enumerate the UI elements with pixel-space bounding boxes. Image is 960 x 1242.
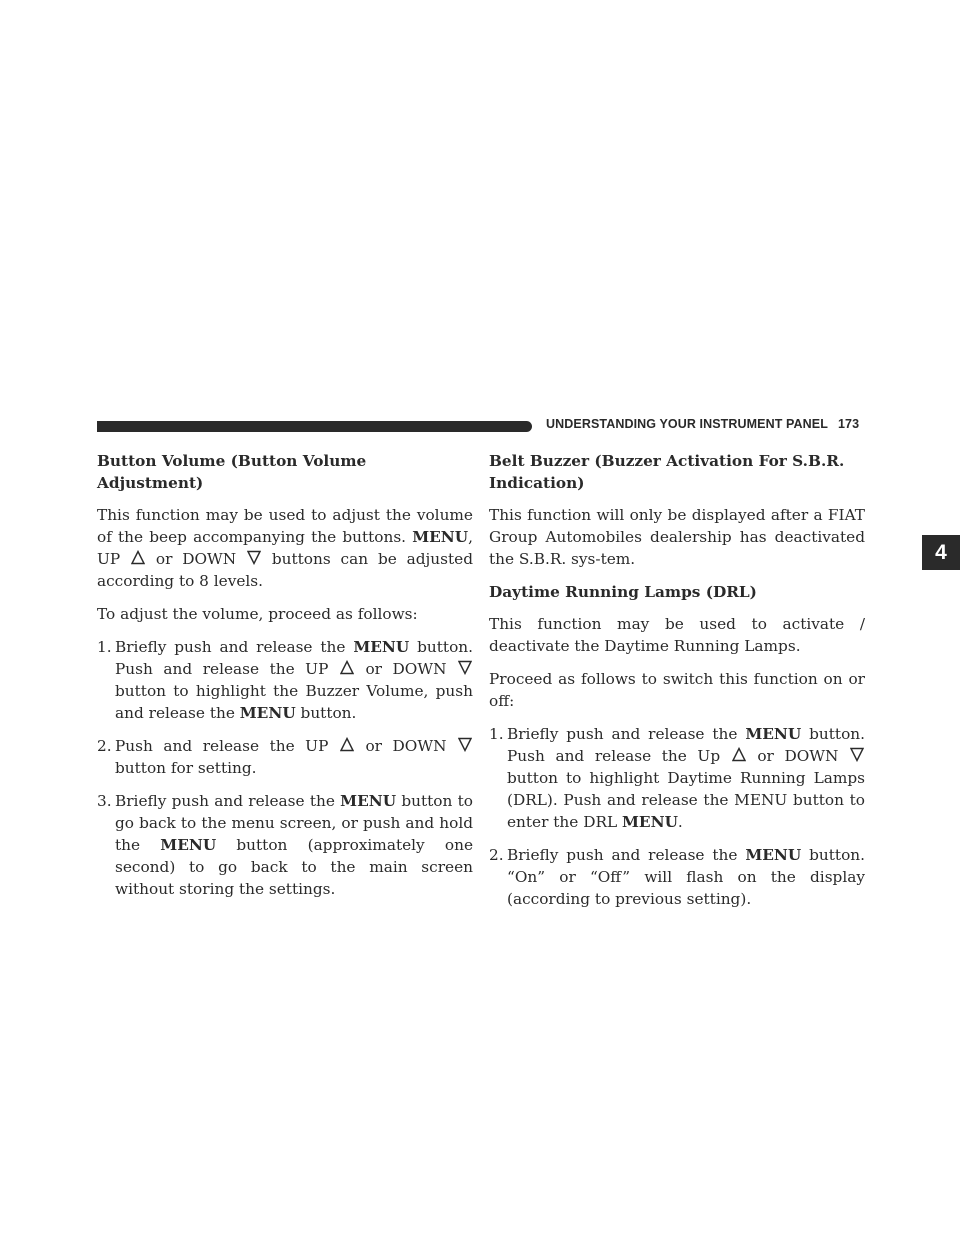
text-run: button. Push and release the Up [507,725,865,765]
menu-keyword: MENU [745,725,802,743]
text-run: or DOWN [354,660,457,678]
step-number: 2. [97,737,112,755]
menu-keyword: MENU [340,792,397,810]
up-triangle-icon [340,660,354,675]
text-run: button (approximately one second) to go back to the main screen without storing the settings. [115,836,473,898]
text-run: or DOWN [746,747,849,765]
text-run: Briefly push and release the [507,725,746,743]
header-rule [97,421,532,432]
menu-keyword: MENU [160,836,217,854]
up-triangle-icon [340,737,354,752]
drl-step-1 [489,723,865,833]
text-run: This function may be used to adjust the volume of the beep accompanying the buttons. [97,506,473,546]
drl-intro-paragraph: This function may be used to activate / deactivate the Daytime Running Lamps. [489,615,865,655]
menu-keyword: MENU [412,528,469,546]
text-run: button. [295,704,357,722]
menu-keyword: MENU [239,704,296,722]
section-title: UNDERSTANDING YOUR INSTRUMENT PANEL [546,417,828,431]
menu-keyword: MENU [622,813,678,831]
down-triangle-icon [850,747,864,762]
text-run: or DOWN [354,737,457,755]
running-header [546,417,859,431]
up-triangle-icon [732,747,746,762]
down-triangle-icon [458,660,472,675]
step-number: 2. [489,846,504,864]
section-heading-belt-buzzer: Belt Buzzer (Buzzer Activation For S.B.R. Indication) [489,452,845,492]
up-triangle-icon [131,550,145,565]
text-run: button to go back to the menu screen, or push and hold the [115,792,473,854]
text-run: Briefly push and release the [115,638,354,656]
text-run: Push and release the UP [115,737,339,755]
text-run: Briefly push and release the [507,846,746,864]
text-run: . [677,813,683,831]
step-1 [97,636,473,724]
section-heading-button-volume: Button Volume (Button Volume Adjustment) [97,452,367,492]
page-number: 173 [837,417,860,431]
chapter-tab: 4 [922,535,960,570]
text-run: Briefly push and release the [115,792,341,810]
step-number: 3. [97,792,112,810]
text-run: button. “On” or “Off” will flash on the display (according to previous setting). [507,846,865,908]
intro-paragraph [97,504,473,592]
text-run: button to highlight Daytime Running Lamps (DRL). Push and release the MENU button to enter the DRL [507,769,865,831]
text-run: buttons can be adjusted according to 8 levels. [97,550,473,590]
step-number: 1. [97,638,112,656]
menu-keyword: MENU [745,846,802,864]
left-column [97,450,473,911]
step-2 [97,735,473,779]
text-run: , UP [97,528,473,568]
text-run: or DOWN [146,550,247,568]
text-run: button to highlight the Buzzer Volume, push and release the [115,682,473,722]
step-number: 1. [489,725,504,743]
right-column [489,450,865,921]
text-run: button for setting. [115,759,257,777]
section-heading-drl: Daytime Running Lamps (DRL) [489,583,757,601]
drl-proceed-paragraph: Proceed as follows to switch this function on or off: [489,670,865,710]
menu-keyword: MENU [353,638,410,656]
belt-buzzer-paragraph: This function will only be displayed after a FIAT Group Automobiles dealership has deactivated the S.B.R. sys-tem. [489,506,865,568]
down-triangle-icon [458,737,472,752]
proceed-paragraph: To adjust the volume, proceed as follows: [97,605,418,623]
drl-step-2 [489,844,865,910]
step-3 [97,790,473,900]
text-run: button. Push and release the UP [115,638,473,678]
down-triangle-icon [247,550,261,565]
